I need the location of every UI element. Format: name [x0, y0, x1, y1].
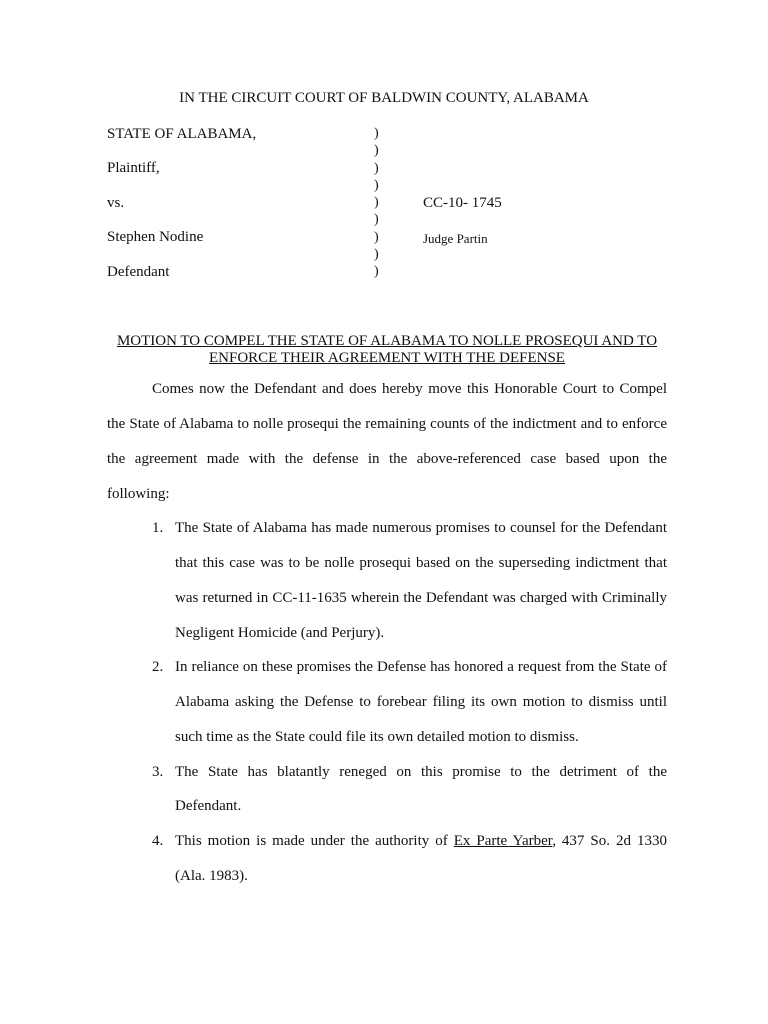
intro-line: the agreement made with the defense in the above-referenced case based upon the	[107, 451, 667, 467]
list-item-number: 4.	[152, 833, 164, 849]
motion-title-text: MOTION TO COMPEL THE STATE OF ALABAMA TO NOLLE PROSEQUI AND TO ENFORCE THEIR AGREEMENT WITH THE DEFENSE	[116, 333, 658, 366]
list-item-line: Alabama asking the Defense to forebear filing its own motion to dismiss until	[175, 694, 667, 710]
list-item-line: The State has blatantly reneged on this promise to the detriment of the	[175, 764, 667, 780]
list-item-line: such time as the State could file its own detailed motion to dismiss.	[175, 729, 579, 745]
list-item-number: 3.	[152, 764, 164, 780]
intro-line: the State of Alabama to nolle prosequi the remaining counts of the indictment and to enforce	[107, 416, 667, 432]
list-item-line: In reliance on these promises the Defense has honored a request from the State of	[175, 659, 667, 675]
list-item-line: that this case was to be nolle prosequi based on the superseding indictment that	[175, 555, 667, 571]
list-item-line: (Ala. 1983).	[175, 868, 248, 884]
defendant-role: Defendant	[107, 264, 170, 280]
caption-paren: )	[374, 195, 379, 210]
court-title: IN THE CIRCUIT COURT OF BALDWIN COUNTY, ALABAMA	[179, 90, 589, 106]
defendant-name: Stephen Nodine	[107, 229, 204, 245]
caption-paren: )	[374, 143, 379, 158]
plaintiff-role: Plaintiff,	[107, 160, 160, 176]
case-citation-link: Ex Parte Yarber	[453, 833, 553, 849]
case-number: CC-10- 1745	[423, 195, 502, 211]
list-item-text: This motion is made under the authority of	[175, 833, 454, 849]
caption-paren: )	[374, 230, 379, 245]
caption-paren: )	[374, 264, 379, 279]
list-item-line: Defendant.	[175, 798, 242, 814]
judge-name: Judge Partin	[423, 231, 488, 246]
versus-label: vs.	[107, 195, 125, 211]
motion-title	[107, 333, 667, 367]
intro-line: Comes now the Defendant and does hereby move this Honorable Court to Compel	[152, 381, 667, 397]
caption-paren: )	[374, 161, 379, 176]
caption-paren: )	[374, 212, 379, 227]
caption-paren: )	[374, 247, 379, 262]
caption-paren: )	[374, 126, 379, 141]
list-item-line: The State of Alabama has made numerous promises to counsel for the Defendant	[175, 520, 667, 536]
intro-line: following:	[107, 486, 170, 502]
list-item-line: Negligent Homicide (and Perjury).	[175, 625, 385, 641]
list-item-number: 2.	[152, 659, 164, 675]
caption-paren: )	[374, 178, 379, 193]
plaintiff-name: STATE OF ALABAMA,	[107, 126, 257, 142]
list-item-line: was returned in CC-11-1635 wherein the Defendant was charged with Criminally	[175, 590, 667, 606]
list-item-number: 1.	[152, 520, 164, 536]
list-item-text: , 437 So. 2d 1330	[552, 833, 667, 849]
list-item-line	[175, 833, 667, 850]
